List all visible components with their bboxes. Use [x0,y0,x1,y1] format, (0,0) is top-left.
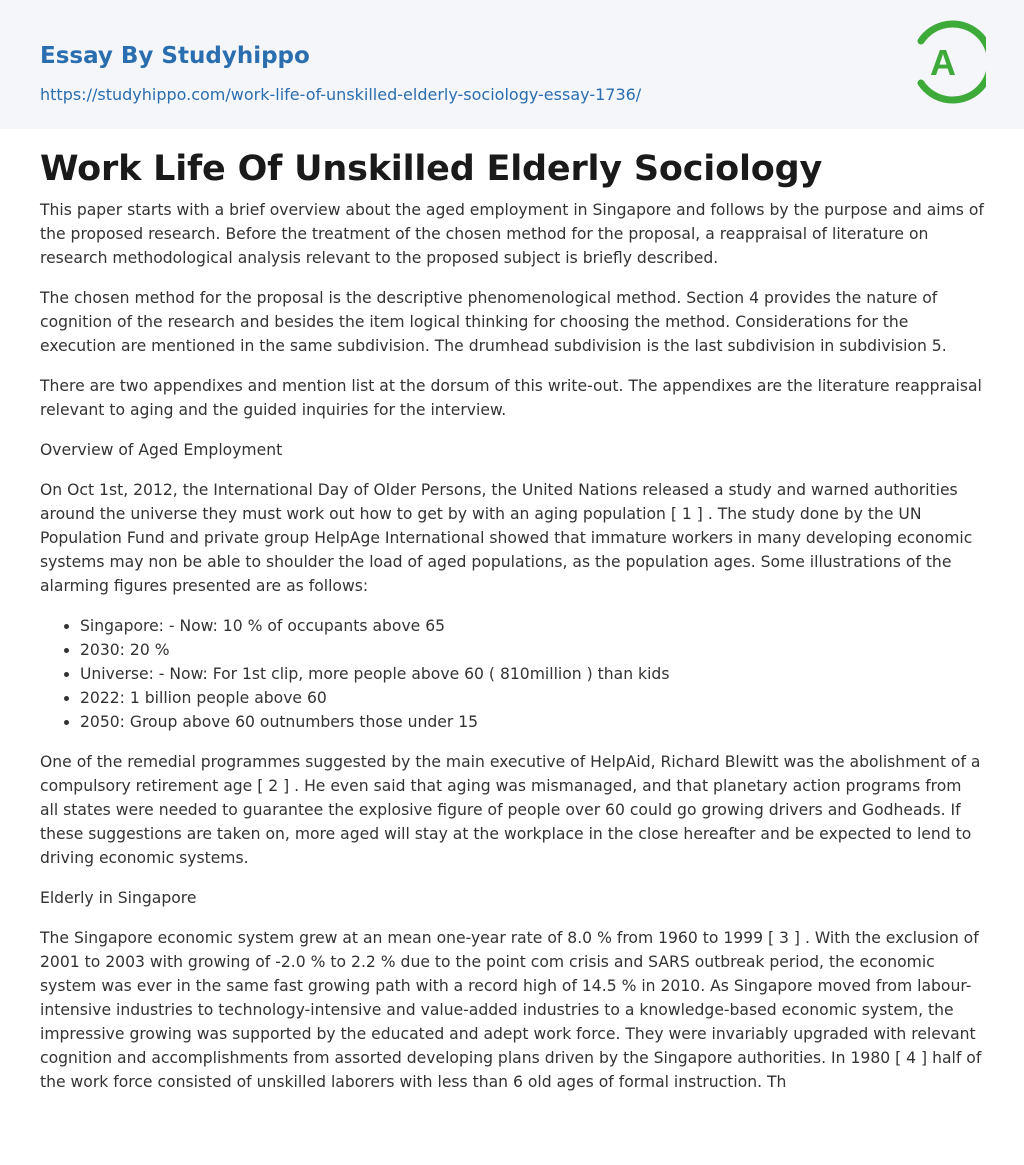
list-item: • 2022: 1 billion people above 60 [80,686,984,710]
site-header [0,0,1024,129]
paragraph-remedial: One of the remedial programmes suggested by the main executive of HelpAid, Richard Blewitt was the abolishment of a compulsory retirement age [ 2 ] . He even said that aging was mismanaged, and that planetary action programs from all states were needed to guarantee the explosive figure of people over 60 could go growing drivers and Godheads. If these suggestions are taken on, more aged will stay at the workplace in the close hereafter and be expected to lend to driving economic systems. [40,753,981,867]
site-brand[interactable]: Essay By Studyhippo [40,43,310,69]
section-heading-aged-employment: Overview of Aged Employment [40,441,283,459]
logo-letter: A [930,42,956,83]
list-item: • Singapore: - Now: 10 % of occupants above 65 [80,614,984,638]
list-item: • 2050: Group above 60 outnumbers those under 15 [80,710,984,734]
section-heading-elderly-singapore: Elderly in Singapore [40,889,197,907]
figures-list [40,614,984,734]
list-item: • 2030: 20 % [80,638,984,662]
paragraph-singapore-economy: The Singapore economic system grew at an mean one-year rate of 8.0 % from 1960 to 1999 [ 3 ] . With the exclusion of 2001 to 2003 with growing of -2.0 % to 2.2 % due to the point com crisis and SARS outbreak period, the economic system was ever in the same fast growing path with a record high of 14.5 % in 2010. As Singapore moved from labour- intensive industries to technology-intensive and value-added industries to a knowledge-based economic system, the impressive growing was supported by the educated and adept work force. They were invariably upgraded with relevant cognition and accomplishments from assorted developing plans driven by the Singapore authorities. In 1980 [ 4 ] half of the work force consisted of unskilled laborers with less than 6 old ages of formal instruction. Th [40,929,982,1091]
studyhippo-logo-icon[interactable] [916,19,986,105]
paragraph-method: The chosen method for the proposal is the descriptive phenomenological method. Section 4 provides the nature of cognition of the research and besides the item logical thinking for choosing the method. Considerations for the execution are mentioned in the same subdivision. The drumhead subdivision is the last subdivision in subdivision 5. [40,289,947,355]
paragraph-un-study: On Oct 1st, 2012, the International Day of Older Persons, the United Nations released a study and warned authorities around the universe they must work out how to get by with an aging population [ 1 ] . The study done by the UN Population Fund and private group HelpAge International showed that immature workers in many developing economic systems may non be able to shoulder the load of aged populations, as the population ages. Some illustrations of the alarming figures presented are as follows: [40,481,973,595]
page-title: Work Life Of Unskilled Elderly Sociology [40,149,823,189]
list-item: • Universe: - Now: For 1st clip, more people above 60 ( 810million ) than kids [80,662,984,686]
article-url-link[interactable]: https://studyhippo.com/work-life-of-unskilled-elderly-sociology-essay-1736/ [40,85,642,104]
paragraph-appendixes: There are two appendixes and mention list at the dorsum of this write-out. The appendixes are the literature reappraisal relevant to aging and the guided inquiries for the interview. [40,377,982,419]
article-body [0,146,1024,1094]
paragraph-intro: This paper starts with a brief overview about the aged employment in Singapore and follows by the purpose and aims of the proposed research. Before the treatment of the chosen method for the proposal, a reappraisal of literature on research methodological analysis relevant to the proposed subject is briefly described. [40,201,984,267]
